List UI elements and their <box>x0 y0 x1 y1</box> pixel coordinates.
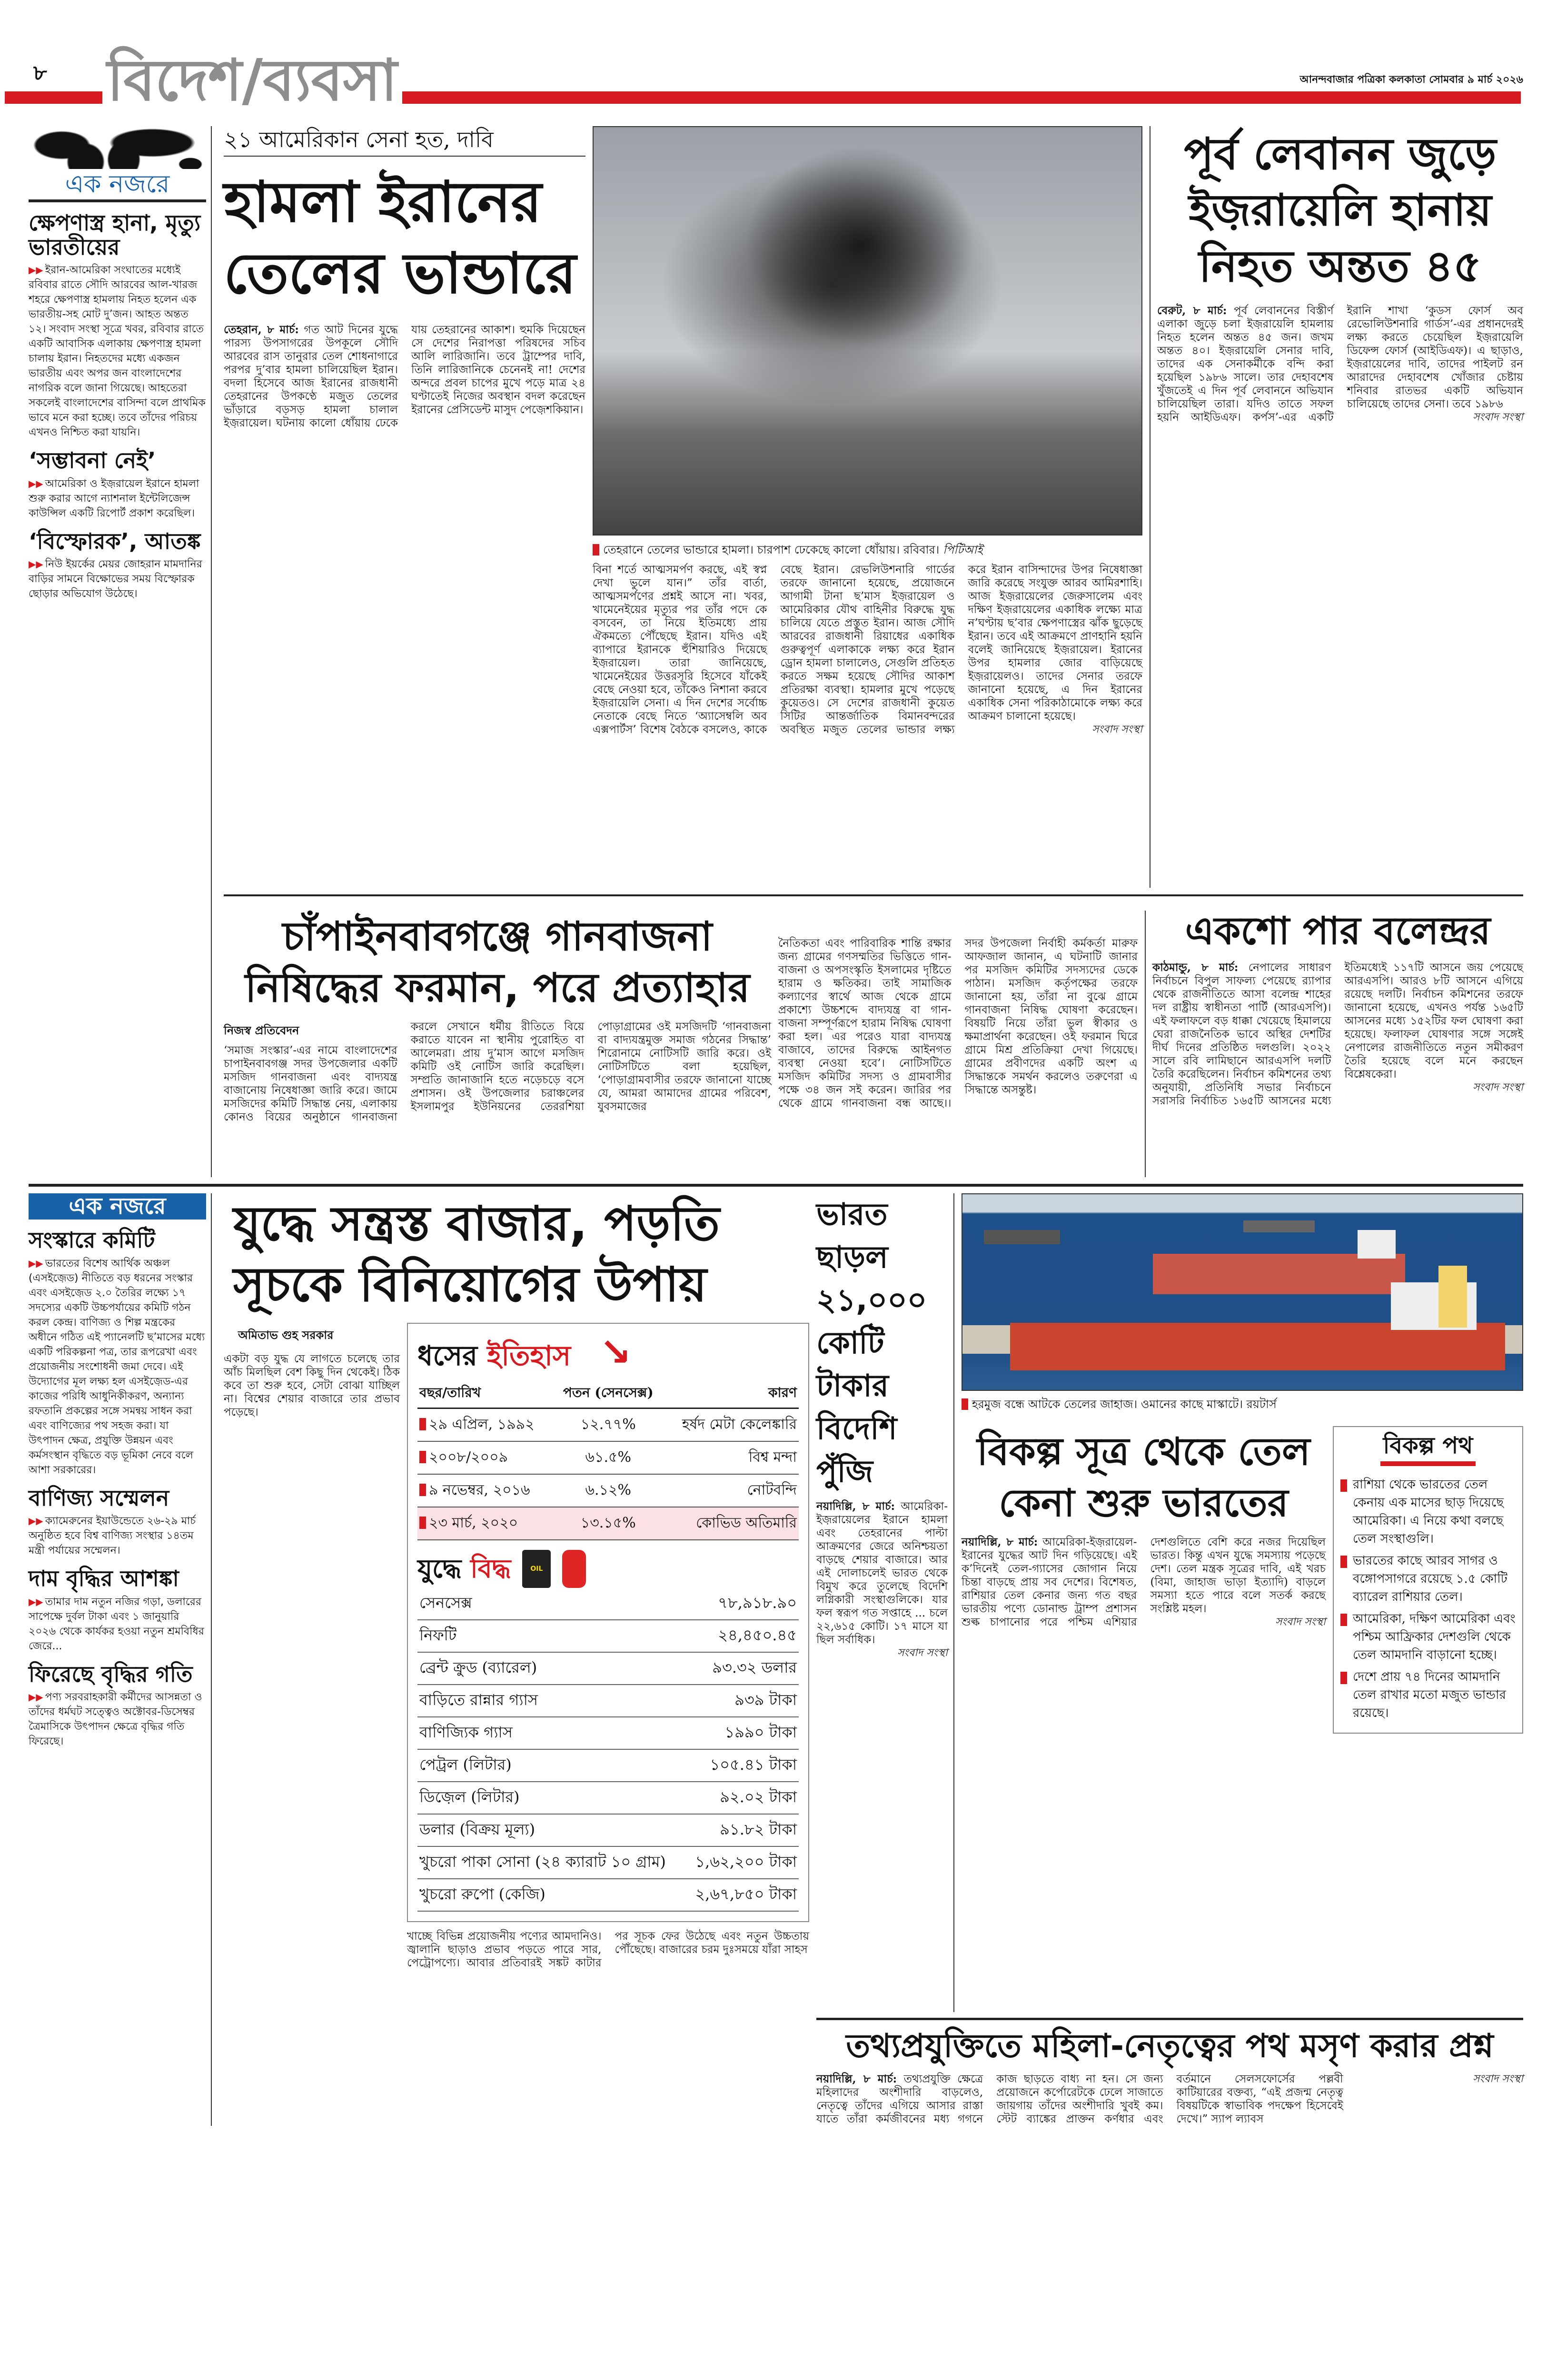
list-item: ভারতের কাছে আরব সাগর ও বঙ্গোপসাগরে রয়েছে ১.৫ কোটি ব্যারেল রাশিয়ার তেল। <box>1340 1552 1516 1606</box>
brief-item <box>29 448 206 521</box>
price-item: ডিজ়েল (লিটার) <box>417 1782 682 1814</box>
oil-body-col2: পশ্চিম এশিয়ার দেশগুলিতে বেশি করে নজর দিয়েছিল ভারত। কিন্তু এখন যুদ্ধে সমস্যায় পড়েছে দেশ। তেল মন্ত্রক সূত্রের দাবি, এই খরচ (বিমা, জাহাজ ভাড়া ইত্যাদি) বাড়লে সমস্যা হতে পারে বলে সতর্ক করছে সংশ্লিষ্ট মহল। <box>1068 1536 1326 1628</box>
chapai-body-col5: জারির পর থেকে গ্রামে গানবাজনা বন্ধ আছে।। সদর উপজেলা নির্বাহী কর্মকর্তা মারুফ আফজাল জানান, এ ঘটনাটি জানার পর মসজিদ কমিটির সদস্যদের ডেকে পাঠান। মসজিদ কর্তৃপক্ষের তরফে জানানো হয়, তাঁরা না বুঝে গ্রামে গানবাজনা নিষিদ্ধ ঘোষণা করেছেন। বিষয়টি নিয়ে তাঁরা ভুল স্বীকার ও ক্ষমাপ্রার্থনা করেছেন। ওই ফরমান ঘিরে গ্রামে মিশ্র প্রতিক্রিয়া দেখা গিয়েছে। গ্রামের প্রবীণদের একটি অংশ এ সিদ্ধান্তকে সমর্থন করলেও তরুণেরা এ সিদ্ধান্তে অসন্তুষ্ট। <box>778 937 1138 1110</box>
price-row <box>417 1846 799 1879</box>
bottom-main <box>224 1193 1523 2126</box>
crash-history-table: বছর/তারিখ পতন (সেনসেক্স) কারণ ২৯ এপ্রিল, ১৯৯২ ১২.৭৭% হর্ষদ মেটা কেলেঙ্কারি ২০০৮/২০০৯ ৬১.৫% বিশ্ব মন্দা ৯ নভেম্বর, ২০১৬ ৬.১২% নোটবন্দি ২৩ মার্চ, ২০২০ ১৩.১৫% কোভিড অতিমারি <box>417 1379 799 1540</box>
women-body-col3: জায়গায় তাঁদের অংশীদারি খুবই কম। স্টেট ব্যাঙ্কের প্রাক্তন কর্ণধার এবং বর্তমানে সেলসফোর্সের <box>996 2073 1295 2125</box>
page-divider <box>29 1184 1523 1187</box>
list-item: রাশিয়া থেকে ভারতের তেল কেনায় এক মাসের ছাড় দিয়েছে আমেরিকা। এ নিয়ে কথা বলছে তেল সংস্থাগুলি। <box>1340 1476 1516 1548</box>
top-main <box>224 126 1523 1177</box>
section-divider <box>816 2018 1523 2020</box>
nepal-body-col2: নির্বাচিত ১৬৫টি আসনের মধ্যে ইতিমধ্যেই ১১৭টি আসনে জয় পেয়েছে আরএসপি। আরও ৮টি আসনে এগিয়ে রয়েছে দলটি। নির্বাচন কমিশনের তরফে জানানো হয়েছে, এখনও পর্যন্ত ১৬৫টি আসনের মধ্যে ১৫২টির ফল ঘোষণা করা হয়েছে। ফলাফল ঘোষণার সঙ্গে সঙ্গেই নেপালের রাজনীতিতে নতুন সমীকরণ তৈরি হয়েছে বলে মনে করছেন বিশ্লেষকেরা। <box>1190 962 1523 1108</box>
brief-headline: ক্ষেপণাস্ত্র হানা, মৃত্যু ভারতীয়ের <box>29 210 201 260</box>
price-row <box>417 1685 799 1717</box>
brief-text: আমেরিকা ও ইজ়রায়েল ইরানে হামলা শুরু করার আগে ন্যাশনাল ইন্টেলিজেন্স কাউন্সিল একটি রিপোর্ট প্রকাশ করেছিল। <box>29 477 199 519</box>
price-row <box>417 1717 799 1749</box>
lead-body-col3: বিনা শর্তে আত্মসমর্পণ করছে, এই স্বপ্ন দেখা ভুলে যান।” তাঁর বার্তা, আত্মসমর্পণের প্রশ্নই আসে না। খবর, খামেনেইয়ের মৃত্যুর পর তাঁর পদে কে বসবেন, তা নিয়ে ইতিমধ্যে প্রায় ঐকমত্যে পৌঁছেছে ইরান। যদিও এই ব্যাপারে ইরানকে হুঁশিয়ারিও দিয়েছে ইজ়রায়েল। তারা জানিয়েছে, খামেনেইয়ের উত্তরসূরি হিসেবে যাঁকেই বেছে নেওয়া হবে, তাঁকেও নিশানা করবে ইজ়রায়েলি সেনা। এ দিন দেশের সর্বোচ্চ নেতাকে বেছে নিতে ‘অ্যাসেম্বলি অব এক্সপার্টস’ বিশেষ বৈঠকে বসলেও, কাকে বেছে <box>593 564 802 736</box>
table-row: ২৩ মার্চ, ২০২০ ১৩.১৫% কোভিড অতিমারি <box>417 1507 799 1540</box>
bottom-right-group <box>816 1193 1523 2126</box>
price-value: ১০৫.৪১ টাকা <box>682 1749 799 1782</box>
tehran-smoke-photo <box>593 126 1142 536</box>
byline: নিজস্ব প্রতিবেদন <box>224 1023 299 1037</box>
fpi-story <box>816 1193 954 2012</box>
lead-headline: হামলা ইরানের তেলের ভান্ডারে <box>224 169 576 306</box>
gas-cylinder-icon <box>562 1550 586 1588</box>
brief-headline: দাম বৃদ্ধির আশঙ্কা <box>29 1566 179 1592</box>
brief-item <box>29 1228 206 1478</box>
photo-caption: হরমুজ বন্ধে আটকে তেলের জাহাজ। ওমানের কাছে মাস্কাটে। রয়টার্স <box>962 1397 1523 1412</box>
news-agency-credit: সংবাদ সংস্থা <box>1472 411 1523 423</box>
lead-kicker: ২১ আমেরিকান সেনা হত, দাবি <box>224 126 585 157</box>
lebanon-dateline: বেরুট, ৮ মার্চ: <box>1157 304 1227 317</box>
at-a-glance-band: এক নজরে <box>29 1193 206 1220</box>
oil-dateline: নয়াদিল্লি, ৮ মার্চ: <box>962 1536 1038 1548</box>
left-sidebar-top <box>29 126 212 1177</box>
price-value: ৯১.৮২ টাকা <box>682 1814 799 1846</box>
women-tech-story <box>816 2025 1523 2126</box>
price-item: খুচরো রুপো (কেজি) <box>417 1879 682 1911</box>
brief-item <box>29 1567 206 1654</box>
price-value: ৯২.০২ টাকা <box>682 1782 799 1814</box>
alternative-path-box <box>1333 1426 1523 1734</box>
price-item: ডলার (বিক্রয় মূল্য) <box>417 1814 682 1846</box>
brief-headline: ফিরেছে বৃদ্ধির গতি <box>29 1661 193 1687</box>
oil-body-col1: আমেরিকা-ইজ়রায়েল-ইরানের যুদ্ধের আট দিন গড়িয়েছে। এই ক’দিনেই তেল-গ্যাসের জোগান নিয়ে চিন্তা বাড়ছে প্রায় সব দেশের। বিশেষত, রাশিয়ার তেল কেনার জন্য গত বছর ভারতীয় পণ্যে ডোনাল্ড ট্রাম্প প্রশাসন শুল্ক চাপানোর পরে <box>962 1536 1137 1628</box>
photo-credit: রয়টার্স <box>1246 1398 1277 1411</box>
top-band <box>29 126 1523 1177</box>
bullet-arrow-icon: ▶▶ <box>29 558 43 570</box>
brief-headline: সংস্কারে কমিটি <box>29 1227 155 1253</box>
price-value: ৭৮,৯১৮.৯০ <box>682 1588 799 1620</box>
lebanon-body-col1: পূর্ব লেবাননের বিস্তীর্ণ এলাকা জুড়ে চলা ইজ়রায়েলি হামলায় নিহত হলেন অন্তত ৪৫ জন। জখম অন্তত ৪০। ইজ়রায়েলি সেনার দাবি, তাদের এক সেনাকর্মীকে বন্দি করা হয়েছিল ১৯৮৬ সালে। তার দেহাবশেষ খুঁজতেই এ দিন পূর্ব লেবাননে অভিযান চালিয়েছিল তারা। যদিও তাতে সফল হয়নি আইডিএফ। <box>1157 305 1334 424</box>
price-item: পেট্রল (লিটার) <box>417 1749 682 1782</box>
nepal-body-col1: নেপালের সাধারণ নির্বাচনে বিপুল সাফল্য পেয়েছে র‍্যাপার থেকে রাজনীতিতে আসা বলেন্দ্র শাহের দল রাষ্ট্রীয় স্বাধীনতা পার্টি (আরএসপি)। এই ফলাফলে বড় ধাক্কা খেয়েছে হিমালয়ে ঘেরা রাজনৈতিক ভাবে অস্থির দেশটির দীর্ঘ দিনের প্রতিষ্ঠিত দলগুলি। ২০২২ সালে রবি লামিছানে আরএসপি দলটি তৈরি করেছিলেন। নির্বাচন কমিশনের তথ্য অনুযায়ী, প্রতিনিধি সভার নির্বাচনে সরাসরি <box>1152 962 1331 1108</box>
brief-text: ক্যামেরুনের ইয়াউন্ডেতে ২৬-২৯ মার্চ অনুষ্ঠিত হবে বিশ্ব বাণিজ্য সংস্থার ১৪তম মন্ত্রী পর্যায়ের সম্মেলন। <box>29 1515 196 1557</box>
women-body-col1: তথ্যপ্রযুক্তি ক্ষেত্রে মহিলাদের অংশীদারি বাড়লেও, নেতৃত্বে তাঁদের এগিয়ে আসার রাস্তা <box>816 2073 983 2112</box>
brief-headline: বাণিজ্য সম্মেলন <box>29 1485 169 1511</box>
oil-barrel-icon: OIL <box>522 1550 551 1588</box>
list-item: আমেরিকা, দক্ষিণ আমেরিকা এবং পশ্চিম আফ্রিকার দেশগুলি থেকে তেল আমদানি বাড়ানো হচ্ছে। <box>1340 1610 1516 1664</box>
table-row: ২০০৮/২০০৯ ৬১.৫% বিশ্ব মন্দা <box>417 1441 799 1474</box>
war-prices-table <box>417 1588 799 1912</box>
page-number: ৮ <box>33 61 47 85</box>
brief-item <box>29 1662 206 1749</box>
nepal-dateline: কাঠমান্ডু, ৮ মার্চ: <box>1152 961 1239 974</box>
brief-item <box>29 1486 206 1558</box>
oil-tanker-photo <box>962 1193 1523 1391</box>
brief-text: ইরান-আমেরিকা সংঘাতের মধ্যেই রবিবার রাতে সৌদি আরবের আল-খারজ শহরে ক্ষেপণাস্ত্র হামলায় নিহত হলেন এক ভারতীয়-সহ মোট দু’জন। আহত অন্তত ১২। সংবাদ সংস্থা সূত্রে খবর, রবিবার রাতে একটি আবাসিক এলাকায় ক্ষেপণাস্ত্র হামলা চালায় ইরান। নিহতদের মধ্যে একজন ভারতীয় এবং অপর জন বাংলাদেশের নাগরিক বলে জানা গিয়েছে। আহতেরা সকলেই বাংলাদেশের বাসিন্দা বলে প্রাথমিক ভাবে মনে করা হচ্ছে। তবে তাঁদের পরিচয় এখনও নিশ্চিত করা যায়নি। <box>29 264 206 439</box>
byline: অমিতাভ গুহ সরকার <box>238 1328 334 1342</box>
lebanon-headline: পূর্ব লেবানন জুড়ে ইজ়রায়েলি হানায় নিহত অন্তত ৪৫ <box>1184 129 1497 292</box>
at-a-glance-label: এক নজরে <box>29 169 206 202</box>
chapai-headline: চাঁপাইনবাবগঞ্জে গানবাজনা নিষিদ্ধের ফরমান, পরে প্রত্যাহার <box>245 913 750 1011</box>
dateline-header: আনন্দবাজার পত্রিকা কলকাতা সোমবার ৯ মার্চ ২০২৬ <box>1299 73 1523 86</box>
chapai-body-col1: ‘সমাজ সংস্কার’-এর নামে বাংলাদেশের চাপাইনবাবগঞ্জ সদর উপজেলার একটি মসজিদ গানবাজনা এবং বাদ্যযন্ত্র বাজানোয় নিষেধাজ্ঞা জারি করে। জামে মসজিদের কমিটি সিদ্ধান্ত নেয়, এলাকায় কোনও <box>224 1044 397 1123</box>
bullet-arrow-icon: ▶▶ <box>29 1691 43 1703</box>
brief-headline: ‘সম্ভাবনা নেই’ <box>29 447 156 474</box>
world-map-icon <box>29 126 206 169</box>
price-row <box>417 1652 799 1685</box>
women-dateline: নয়াদিল্লি, ৮ মার্চ: <box>816 2073 897 2085</box>
fpi-body: আমেরিকা-ইজ়রায়েলের ইরানে হামলা এবং তেহরানের পাল্টা আক্রমণের জেরে অনিশ্চয়তা বাড়ছে শেয়ার বাজারে। আর এই দোলাচলেই ভারত থেকে বিমুখ করে তুলেছে বিদেশি লগ্নিকারী সংস্থাগুলিকে। যার ফল স্বরূপ গত সপ্তাহে ... চলে ২২,৬১৫ কোটি। ১৭ মাসে যা ছিল সর্বাধিক। <box>816 1500 948 1646</box>
alternative-path-title: বিকল্প পথ <box>1383 1432 1473 1459</box>
lead-body-col4: ইরান। রেভলিউশনারি গার্ডের তরফে জানানো হয়েছে, প্রয়োজনে আগামী টানা ছ’মাস ইজ়রায়েল ও আমেরিকার যৌথ বাহিনীর বিরুদ্ধে যুদ্ধ চালিয়ে যেতে প্রস্তুত ইরান। আজ সৌদি আরবের রাজধানী রিয়াধের একাধিক গুরুত্বপূর্ণ এলাকাকে লক্ষ্য করে ইরান ড্রোন হামলা চালালেও, সেগুলি প্রতিহত করতে সক্ষম হয়েছে সৌদির আকাশ প্রতিরক্ষা ব্যবস্থা। হামলার মুখে পড়েছে কুয়েতও। সে দেশের রাজধানী কুয়েত সিটির আন্তর্জাতিক বিমানবন্দরের অবস্থিত মজুত তেলের ভান্ডার লক্ষ্য করে ইরান <box>780 564 1013 736</box>
oil-story <box>962 1426 1326 1629</box>
price-value: ১,৬২,২০০ টাকা <box>682 1846 799 1879</box>
section-divider <box>224 894 1523 896</box>
news-agency-credit: সংবাদ সংস্থা <box>1091 724 1142 735</box>
market-body-col1: একটা বড় যুদ্ধ যে লাগতে চলেছে তার আঁচ মিলছিল বেশ কিছু দিন থেকেই। ঠিক কবে তা শুরু হবে, সেটা বোঝা যাচ্ছিল না। বিশ্বের শেয়ার বাজারে তার প্রভাব পড়েছে। <box>224 1353 400 1418</box>
fpi-dateline: নয়াদিল্লি, ৮ মার্চ: <box>816 1500 895 1513</box>
market-body-col2: খাচ্ছে বিভিন্ন প্রয়োজনীয় পণ্যের আমদানিও। জ্বালানি ছাড়াও প্রভাব পড়তে পারে সার, পেট্রোপণ্যে। আবার <box>407 1930 602 1969</box>
lead-body-col5: বাসিন্দাদের উপর নিষেধাজ্ঞা জারি করেছে সংযুক্ত আরব আমিরশাহি। আজ ইজ়রায়েলের জেরুসালেম এবং দক্ষিণ ইজ়রায়েলের একাধিক লক্ষ্যে মাত্র ন’ঘণ্টায় ছ’বার ক্ষেপণাস্ত্রের ঝাঁক ছুড়েছে ইরান। তবে এই আক্রমণে প্রাণহানি হয়নি বলেই জানিয়েছে ইজ়রায়েল। ইরানের উপর হামলার জোর বাড়িয়েছে ইজ়রায়েলও। তাদের সেনার তরফে জানানো হয়েছে, এ দিন ইরানের একাধিক সেনা পরিকাঠামোকে লক্ষ্য করে আক্রমণ চালানো হয়েছে। <box>968 564 1142 723</box>
price-item: বাড়িতে রান্নার গ্যাস <box>417 1685 682 1717</box>
war-prices-title: যুদ্ধে বিদ্ধ OIL <box>417 1550 799 1588</box>
chapai-body-col3: ইসলামপুর ইউনিয়নের তেররশিয়া পোড়াগ্রামের ওই মসজিদটি ‘গানবাজনা বা বাদ্যযন্ত্রমুক্ত সমাজ গঠনের সিদ্ধান্ত’ শিরোনামে নোটিসটি জারি করে। ওই নোটিসটিতে বলা হয়েছিল, ‘পোড়াগ্রামবাসীর তরফে জানানো যাচ্ছে যে, আমরা আমাদের গ্রামের পরিবেশ, যুবসমাজের <box>410 1021 771 1113</box>
market-story <box>224 1193 809 1970</box>
chapai-story <box>224 911 1138 1124</box>
price-item: বাণিজ্যিক গ্যাস <box>417 1717 682 1749</box>
bottom-band <box>29 1193 1523 2135</box>
bullet-arrow-icon: ▶▶ <box>29 1596 43 1607</box>
price-item: ব্রেন্ট ক্রুড (ব্যারেল) <box>417 1652 682 1685</box>
chapai-body-col4: নৈতিকতা এবং পারিবারিক শান্তি রক্ষার জন্য গ্রামের গণসম্মতির ভিত্তিতে গান-বাজনা ও অপসংস্কৃতি ইসলামের দৃষ্টিতে হারাম ও ক্ষতিকর। তাই সামাজিক কল্যাণের স্বার্থে আজ থেকে গ্রামে প্রকাশ্যে উচ্চশব্দে বাদ্যযন্ত্র বা গান-বাজনা সম্পূর্ণরূপে হারাম নিষিদ্ধ ঘোষণা করা হল। এর পরেও যারা বাদ্যযন্ত্র বাজাবে, তাদের বিরুদ্ধে আইনগত ব্যবস্থা নেওয়া হবে’। নোটিসটিতে মসজিদ কমিটির সদস্য ও গ্রামবাসীর পক্ষে ৩৪ জন সই করেন। <box>778 937 952 1096</box>
bullet-arrow-icon: ▶▶ <box>29 1257 43 1269</box>
lead-story-continued <box>593 563 1142 736</box>
women-body-col4: পল্লবী কাটিয়ারের বক্তব্য, “এই প্রজন্ম নেতৃত্ব বিষয়টিকে স্বাভাবিক পদক্ষেপ হিসেবেই দেখে।” স্যাপ ল্যাবস <box>1176 2073 1343 2125</box>
table-row: ৯ নভেম্বর, ২০১৬ ৬.১২% নোটবন্দি <box>417 1474 799 1507</box>
brief-item <box>29 211 206 440</box>
brief-text: নিউ ইয়র্কের মেয়র জোহরান মামদানির বাড়ির সামনে বিক্ষোভের সময় বিস্ফোরক ছোড়ার অভিযোগ উঠেছে। <box>29 558 202 600</box>
photo-caption: তেহরানে তেলের ভান্ডারে হামলা। চারপাশ ঢেকেছে কালো ধোঁয়ায়। রবিবার। পিটিআই <box>593 542 1142 557</box>
left-sidebar-bottom <box>29 1193 212 2126</box>
price-item: নিফটি <box>417 1620 682 1652</box>
nepal-story <box>1145 911 1523 1177</box>
lead-body-col2: হুমকি দিয়েছেন সে দেশের নিরাপত্তা পরিষদের সচিব আলি লারিজানি। তবে ট্রাম্পের দাবি, তিনি লারিজানিকে চেনেনই না! দেশের অন্দরে প্রবল চাপের মুখে পড়ে মাত্র ২৪ ঘণ্টাতেই নিজের অবস্থান বদল করেছেন ইরানের প্রেসিডেন্ট মাসুদ পেজ়েশকিয়ান। <box>411 324 585 416</box>
price-row <box>417 1620 799 1652</box>
crash-history-title: ধসের ইতিহাস ↘ <box>417 1330 632 1374</box>
market-infographic <box>407 1323 809 1922</box>
lead-story <box>224 126 585 430</box>
price-value: ৯৩.৩২ ডলার <box>682 1652 799 1685</box>
women-body-col2: যাতে তাঁরা কর্মজীবনের মধ্য গগনে কাজ ছাড়তে বাধ্য না হন। সে জন্য প্রয়োজনে কর্পোরেটকে ঢেলে সাজাতে <box>816 2073 1163 2125</box>
chapai-body-col2: বিয়ের অনুষ্ঠানে গানবাজনা করলে সেখানে ধর্মীয় রীতিতে বিয়ে করাতে যাবেন না স্থানীয় পুরোহিত বা আলেমরা। প্রায় দু’মাস আগে মসজিদ কমিটি ওই নোটিস জারি করেছিল। সম্প্রতি জানাজানি হতে নড়েচড়ে বসে প্রশাসন। ওই উপজেলার চরাঞ্চলের <box>265 1021 585 1123</box>
table-row: ২৯ এপ্রিল, ১৯৯২ ১২.৭৭% হর্ষদ মেটা কেলেঙ্কারি <box>417 1408 799 1442</box>
price-row <box>417 1814 799 1846</box>
price-value: ২৪,৪৫০.৪৫ <box>682 1620 799 1652</box>
news-agency-credit: সংবাদ সংস্থা <box>897 1647 948 1659</box>
women-headline: তথ্যপ্রযুক্তিতে মহিলা-নেতৃত্বের পথ মসৃণ করার প্রশ্ন <box>846 2027 1494 2065</box>
bullet-arrow-icon: ▶▶ <box>29 477 43 489</box>
price-row <box>417 1749 799 1782</box>
price-row <box>417 1782 799 1814</box>
nepal-headline: একশো পার বলেন্দ্রর <box>1185 909 1491 953</box>
price-value: ৯৩৯ টাকা <box>682 1685 799 1717</box>
bullet-arrow-icon: ▶▶ <box>29 1515 43 1527</box>
brief-text: পণ্য সরবরাহকারী কর্মীদের আসন্নতা ও তাঁদের ধর্মঘট সত্ত্বেও অক্টোবর-ডিসেম্বর ত্রৈমাসিকে উৎপাদন ক্ষেত্রে বৃদ্ধির গতি ফিরেছে। <box>29 1691 202 1748</box>
price-value: ২,৬৭,৮৫০ টাকা <box>682 1879 799 1911</box>
brief-text: তামার দাম নতুন নজির গড়া, ডলারের সাপেক্ষে দুর্বল টাকা এবং ১ জানুয়ারি ২০২৬ থেকে কার্যকর হওয়া নতুন শ্রমবিধির জেরে... <box>29 1596 204 1652</box>
list-item: দেশে প্রায় ৭৪ দিনের আমদানি তেল রাখার মতো মজুত ভান্ডার রয়েছে। <box>1340 1668 1516 1722</box>
photo-credit: পিটিআই <box>943 543 983 556</box>
lebanon-body-col2: কর্পস’-এর একটি ইরানি শাখা ‘কুডস ফোর্স অব রেভোলিউশনারি গার্ডস’-এর প্রধানদেরই লক্ষ্য করতে চেয়েছিল ইজ়রায়েলি ডিফেন্স ফোর্স (আইডিএফ)। এ ছাড়াও, ইজ়রায়েলের দাবি, তাদের পাইলট রন আরাদের দেহাবশেষ খোঁজার চেষ্টায় শনিবার রাতভর একটি অভিযান চালিয়েছে তাদের সেনা। তবে ১৯৮৬ <box>1252 305 1523 424</box>
price-value: ১৯৯০ টাকা <box>682 1717 799 1749</box>
oil-headline: বিকল্প সূত্র থেকে তেল কেনা শুরু ভারতের <box>977 1429 1310 1525</box>
price-item: সেনসেক্স <box>417 1588 682 1620</box>
lead-dateline: তেহরান, ৮ মার্চ: <box>224 323 299 336</box>
news-agency-credit: সংবাদ সংস্থা <box>1472 1081 1523 1094</box>
bullet-arrow-icon: ▶▶ <box>29 264 43 276</box>
news-agency-credit: সংবাদ সংস্থা <box>1275 1616 1326 1628</box>
lebanon-story <box>1150 126 1523 888</box>
brief-item <box>29 529 206 602</box>
price-item: খুচরো পাকা সোনা (২৪ ক্যারাট ১০ গ্রাম) <box>417 1846 682 1879</box>
masthead <box>0 0 1547 126</box>
section-title: বিদেশ/ব্যবসা <box>102 43 402 119</box>
lead-photo-block <box>593 126 1142 736</box>
lead-body-col1: গত আট দিনের যুদ্ধে পারস্য উপসাগরের উপকূলে সৌদি আরবের রাস তানুরার তেল শোধনাগারে পরপর দু’বার হামলা চালিয়েছিল ইরান। বদলা হিসেবে আজ ইরানের রাজধানী তেহরানের উপকণ্ঠে মজুত তেলের ভাঁড়ারে বড়সড় হামলা চালাল ইজ়রায়েল। ঘটনায় কালো ধোঁয়ায় ঢেকে যায় তেহরানের আকাশ। <box>224 324 515 429</box>
market-headline: যুদ্ধে সন্ত্রস্ত বাজার, পড়তি সূচকে বিনিয়োগের উপায় <box>233 1196 720 1312</box>
falling-arrow-icon: ↘ <box>599 1330 632 1374</box>
news-agency-credit: সংবাদ সংস্থা <box>1472 2073 1523 2085</box>
fpi-headline: ভারত ছাড়ল ২১,০০০ কোটি টাকার বিদেশি পুঁজি <box>816 1197 927 1489</box>
price-row <box>417 1879 799 1911</box>
brief-text: ভারতের বিশেষ আর্থিক অঞ্চল (এসইজ়েড) নীতিতে বড় ধরনের সংস্কার এবং এসইজ়েড ২.০ তৈরির লক্ষ্যে ১৭ সদস্যের একটি উচ্চপর্যায়ের কমিটি গঠন করল কেন্দ্র। বাণিজ্য ও শিল্প মন্ত্রকের অধীনে গঠিত এই প্যানেলটি ছ’মাসের মধ্যে একটি পরিকল্পনা পত্র, তার রূপরেখা এবং প্রয়োজনীয় সংশোধনী জমা দেবে। এই উদ্যোগের মূল লক্ষ্য হল এসইজ়েড-এর কাজের পরিধি আধুনিকীকরণ, অন্যান্য রফতানি প্রকল্পের সঙ্গে সমন্বয় সাধন করা এবং বাণিজ্যের পথ সহজ করা। যা উৎপাদন ক্ষেত্র, প্রযুক্তি উন্নয়ন এবং কর্মসংস্থান বৃদ্ধিতে বড় ভূমিকা নেবে বলে আশা সরকারের। <box>29 1257 205 1476</box>
market-body-col3: প্রতিবারই সঙ্কট কাটার পর সূচক ফের উঠেছে এবং নতুন উচ্চতায় পৌঁছেছে। বাজারের চরম দুঃসময়ে যাঁরা সাহস <box>501 1930 809 1969</box>
brief-headline: ‘বিস্ফোরক’, আতঙ্ক <box>29 528 201 554</box>
price-row <box>417 1588 799 1620</box>
